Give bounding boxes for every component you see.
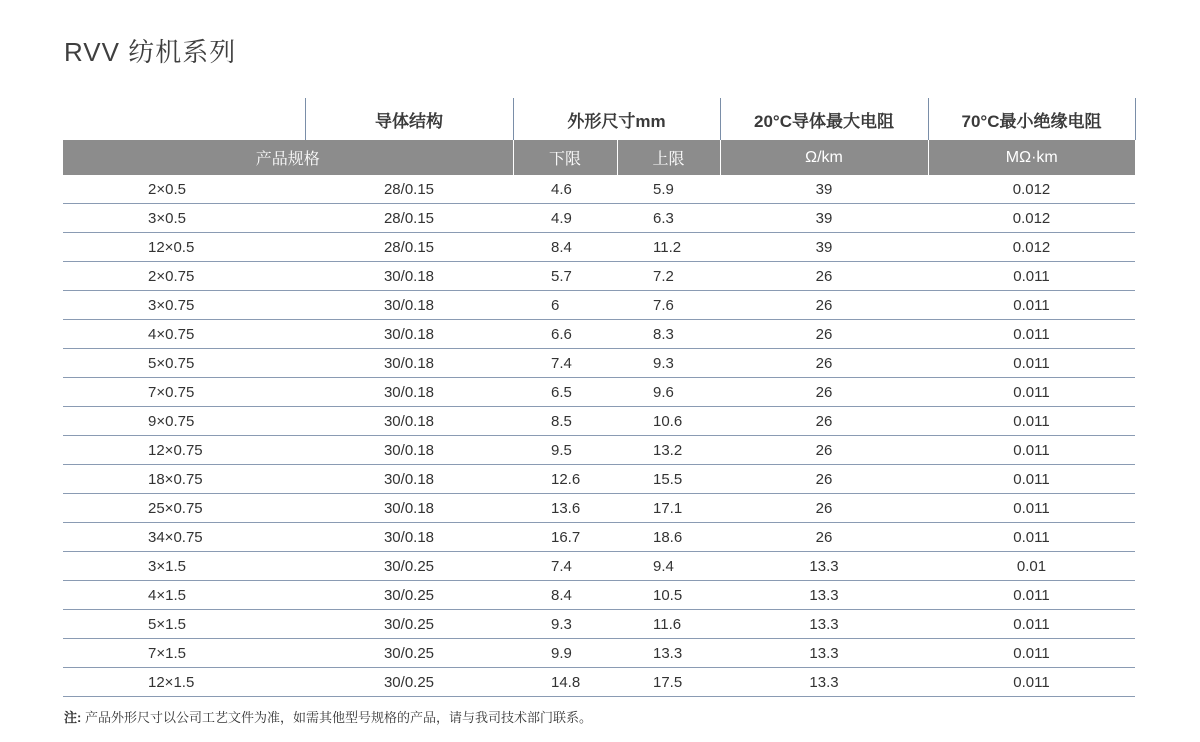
table-row <box>63 436 1135 465</box>
cell-conductor: 30/0.18 <box>305 465 513 494</box>
cell-conductor: 30/0.25 <box>305 581 513 610</box>
table-row <box>63 262 1135 291</box>
header-row-top <box>63 98 1135 140</box>
table-row <box>63 407 1135 436</box>
cell-insulation: 0.011 <box>928 262 1135 291</box>
cell-upper: 9.4 <box>617 552 720 581</box>
cell-spec: 4×1.5 <box>63 581 305 610</box>
footnote <box>64 707 592 726</box>
cell-resistance: 26 <box>720 465 928 494</box>
cell-insulation: 0.011 <box>928 523 1135 552</box>
cell-lower: 7.4 <box>513 349 617 378</box>
table-row <box>63 204 1135 233</box>
cell-lower: 9.3 <box>513 610 617 639</box>
cell-upper: 7.6 <box>617 291 720 320</box>
cell-spec: 3×0.75 <box>63 291 305 320</box>
cell-spec: 7×0.75 <box>63 378 305 407</box>
cell-conductor: 30/0.18 <box>305 378 513 407</box>
header-spec: 产品规格 <box>63 140 513 175</box>
table-row <box>63 552 1135 581</box>
cell-lower: 8.4 <box>513 581 617 610</box>
cell-upper: 10.6 <box>617 407 720 436</box>
cell-conductor: 28/0.15 <box>305 204 513 233</box>
cell-upper: 11.6 <box>617 610 720 639</box>
cell-lower: 9.5 <box>513 436 617 465</box>
cell-spec: 2×0.5 <box>63 175 305 204</box>
cell-lower: 6.6 <box>513 320 617 349</box>
cell-spec: 25×0.75 <box>63 494 305 523</box>
cell-insulation: 0.011 <box>928 668 1135 697</box>
cell-upper: 5.9 <box>617 175 720 204</box>
cell-conductor: 30/0.25 <box>305 668 513 697</box>
cell-insulation: 0.011 <box>928 639 1135 668</box>
cell-conductor: 30/0.18 <box>305 320 513 349</box>
table-row <box>63 175 1135 204</box>
cell-resistance: 26 <box>720 407 928 436</box>
cell-resistance: 26 <box>720 436 928 465</box>
cell-lower: 8.5 <box>513 407 617 436</box>
cell-conductor: 30/0.18 <box>305 349 513 378</box>
cell-resistance: 13.3 <box>720 668 928 697</box>
header-lower: 下限 <box>513 140 617 175</box>
cell-upper: 18.6 <box>617 523 720 552</box>
cell-conductor: 30/0.25 <box>305 639 513 668</box>
cell-spec: 12×0.75 <box>63 436 305 465</box>
cell-spec: 9×0.75 <box>63 407 305 436</box>
table-body <box>63 175 1135 697</box>
cell-insulation: 0.012 <box>928 175 1135 204</box>
table-row <box>63 523 1135 552</box>
cell-insulation: 0.011 <box>928 407 1135 436</box>
cell-resistance: 13.3 <box>720 552 928 581</box>
cell-conductor: 30/0.18 <box>305 407 513 436</box>
cell-lower: 4.9 <box>513 204 617 233</box>
table-row <box>63 349 1135 378</box>
cell-insulation: 0.011 <box>928 610 1135 639</box>
table-row <box>63 320 1135 349</box>
cell-upper: 10.5 <box>617 581 720 610</box>
header-conductor: 导体结构 <box>305 98 513 140</box>
table-row <box>63 378 1135 407</box>
cell-resistance: 26 <box>720 494 928 523</box>
page-title: RVV 纺机系列 <box>64 37 237 67</box>
cell-conductor: 30/0.25 <box>305 610 513 639</box>
cell-spec: 5×1.5 <box>63 610 305 639</box>
table-row <box>63 610 1135 639</box>
cell-lower: 13.6 <box>513 494 617 523</box>
header-upper: 上限 <box>617 140 720 175</box>
cell-lower: 14.8 <box>513 668 617 697</box>
cell-conductor: 30/0.18 <box>305 262 513 291</box>
cell-spec: 12×0.5 <box>63 233 305 262</box>
cell-resistance: 39 <box>720 175 928 204</box>
cell-lower: 8.4 <box>513 233 617 262</box>
cell-conductor: 30/0.18 <box>305 494 513 523</box>
cell-insulation: 0.011 <box>928 494 1135 523</box>
cell-spec: 34×0.75 <box>63 523 305 552</box>
cell-lower: 5.7 <box>513 262 617 291</box>
cell-lower: 12.6 <box>513 465 617 494</box>
header-blank-cell <box>63 98 305 140</box>
cell-upper: 8.3 <box>617 320 720 349</box>
table-row <box>63 668 1135 697</box>
spec-table-container <box>63 98 1135 697</box>
cell-resistance: 13.3 <box>720 610 928 639</box>
cell-conductor: 30/0.25 <box>305 552 513 581</box>
cell-upper: 7.2 <box>617 262 720 291</box>
cell-resistance: 26 <box>720 320 928 349</box>
cell-insulation: 0.011 <box>928 465 1135 494</box>
cell-insulation: 0.011 <box>928 320 1135 349</box>
cell-insulation: 0.011 <box>928 581 1135 610</box>
cell-upper: 6.3 <box>617 204 720 233</box>
cell-resistance: 39 <box>720 233 928 262</box>
cell-spec: 3×1.5 <box>63 552 305 581</box>
cell-lower: 9.9 <box>513 639 617 668</box>
cell-upper: 9.6 <box>617 378 720 407</box>
cell-spec: 7×1.5 <box>63 639 305 668</box>
table-row <box>63 581 1135 610</box>
cell-lower: 4.6 <box>513 175 617 204</box>
header-insulation-unit: MΩ·km <box>928 140 1135 175</box>
cell-resistance: 26 <box>720 523 928 552</box>
spec-table <box>63 98 1136 697</box>
table-row <box>63 494 1135 523</box>
table-row <box>63 465 1135 494</box>
cell-upper: 13.2 <box>617 436 720 465</box>
footnote-text: 产品外形尺寸以公司工艺文件为准，如需其他型号规格的产品，请与我司技术部门联系。 <box>84 710 592 725</box>
cell-lower: 6 <box>513 291 617 320</box>
cell-spec: 2×0.75 <box>63 262 305 291</box>
cell-upper: 11.2 <box>617 233 720 262</box>
cell-conductor: 30/0.18 <box>305 523 513 552</box>
table-row <box>63 233 1135 262</box>
cell-lower: 7.4 <box>513 552 617 581</box>
header-insulation: 70°C最小绝缘电阻 <box>928 98 1135 140</box>
cell-insulation: 0.011 <box>928 349 1135 378</box>
cell-insulation: 0.011 <box>928 291 1135 320</box>
cell-insulation: 0.011 <box>928 436 1135 465</box>
cell-conductor: 28/0.15 <box>305 233 513 262</box>
table-row <box>63 291 1135 320</box>
header-outer-dimension: 外形尺寸mm <box>513 98 720 140</box>
cell-spec: 4×0.75 <box>63 320 305 349</box>
cell-insulation: 0.012 <box>928 233 1135 262</box>
cell-resistance: 26 <box>720 291 928 320</box>
header-resistance: 20°C导体最大电阻 <box>720 98 928 140</box>
cell-upper: 9.3 <box>617 349 720 378</box>
cell-resistance: 13.3 <box>720 581 928 610</box>
footnote-label: 注: <box>64 710 82 725</box>
cell-resistance: 26 <box>720 378 928 407</box>
cell-spec: 5×0.75 <box>63 349 305 378</box>
cell-upper: 17.1 <box>617 494 720 523</box>
cell-resistance: 26 <box>720 262 928 291</box>
cell-lower: 6.5 <box>513 378 617 407</box>
cell-upper: 17.5 <box>617 668 720 697</box>
cell-conductor: 28/0.15 <box>305 175 513 204</box>
cell-insulation: 0.012 <box>928 204 1135 233</box>
cell-upper: 15.5 <box>617 465 720 494</box>
cell-conductor: 30/0.18 <box>305 436 513 465</box>
cell-insulation: 0.011 <box>928 378 1135 407</box>
cell-upper: 13.3 <box>617 639 720 668</box>
cell-spec: 3×0.5 <box>63 204 305 233</box>
cell-conductor: 30/0.18 <box>305 291 513 320</box>
cell-spec: 18×0.75 <box>63 465 305 494</box>
table-row <box>63 639 1135 668</box>
header-resistance-unit: Ω/km <box>720 140 928 175</box>
cell-resistance: 13.3 <box>720 639 928 668</box>
cell-resistance: 26 <box>720 349 928 378</box>
cell-resistance: 39 <box>720 204 928 233</box>
cell-spec: 12×1.5 <box>63 668 305 697</box>
header-row-sub <box>63 140 1135 175</box>
cell-insulation: 0.01 <box>928 552 1135 581</box>
cell-lower: 16.7 <box>513 523 617 552</box>
